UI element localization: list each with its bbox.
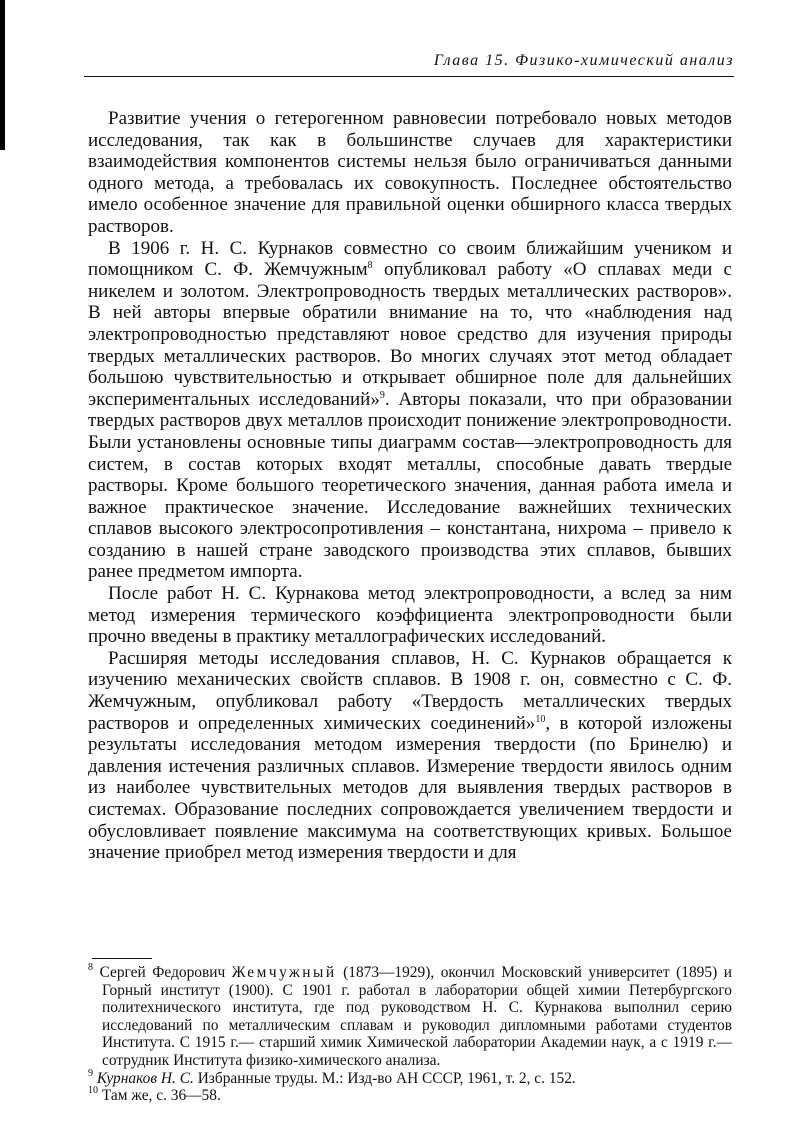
paragraph-1: Развитие учения о гетерогенном равновесии потребовало новых методов исследования, так как в большинстве случаев для характеристики взаимодействия компонентов системы нельзя было ограничиваться данными одного метода, а требовалась их совокупность. Последнее обстоятельство имело особенное значение для правильной оценки обширного класса твердых растворов. bbox=[88, 108, 732, 237]
footnote-10-mark: 10 bbox=[88, 1085, 98, 1097]
paragraph-3: После работ Н. С. Курнакова метод электропроводности, а вслед за ним метод измерения термического коэффициента электропроводности были прочно введены в практику металлографических исследований. bbox=[88, 583, 732, 648]
footnote-8-name: Жемчужный bbox=[231, 964, 337, 981]
footnote-9-author: Курнаков Н. С. bbox=[96, 1069, 194, 1087]
footnote-rule bbox=[92, 958, 152, 959]
main-text bbox=[88, 108, 732, 864]
footnote-8-lead: Сергей Федорович bbox=[99, 964, 232, 981]
paragraph-2-part-a: В 1906 г. Н. С. Курнаков совместно со своим ближайшим учеником и помощником С. Ф. Жемчужным bbox=[88, 237, 732, 281]
page-edge-mark bbox=[0, 0, 5, 150]
footnote-9 bbox=[88, 1067, 732, 1088]
footnote-ref-10[interactable]: 10 bbox=[535, 713, 546, 725]
footnote-9-text: Избранные труды. М.: Изд-во АН СССР, 1961, т. 2, с. 152. bbox=[193, 1069, 576, 1087]
header-rule bbox=[84, 76, 734, 77]
footnote-9-mark: 9 bbox=[88, 1067, 93, 1079]
paragraph-4-part-b: , в которой изложены результаты исследования методом измерения твердости (по Бринелю) и давления истечения различных сплавов. Измерение твердости явилось одним из наиболее чувствительных методов для выявления твердых растворов в системах. Образование последних сопровождается увеличением твердости и обусловливает появление максимума на соответствующих кривых. Большое значение приобрел метод измерения твердости и для bbox=[88, 712, 733, 864]
footnote-ref-8[interactable]: 8 bbox=[367, 260, 373, 272]
paragraph-2-part-c: . Авторы показали, что при образовании твердых растворов двух металлов происходит понижение электропроводности. Были установлены основные типы диаграмм состав—электропроводность для систем, в состав которых входят металлы, способные давать твердые растворы. Кроме большого теоретического значения, данная работа имела и важное практическое значение. Исследование важнейших технических сплавов высокого электросопротивления – константана, нихрома – привело к созданию в нашей стране заводского производства этих сплавов, бывших ранее предметом импорта. bbox=[88, 388, 732, 583]
footnote-10 bbox=[88, 1087, 732, 1105]
paragraph-2-part-b: опубликовал работу «О сплавах меди с никелем и золотом. Электропроводность твердых металлических растворов». В ней авторы впервые обратили внимание на то, что «наблюдения над электропроводностью представляют новое средство для изучения природы твердых металлических растворов. Во многих случаях этот метод обладает большою чувствительностью и открывает обширное поле для дальнейших экспериментальных исследований» bbox=[88, 259, 732, 410]
footnote-8-text: (1873—1929), окончил Московский университет (1895) и Горный институт (1900). С 1901 г. работал в лаборатории общей химии Петербургского политехнического института, где под руководством Н. С. Курнакова выполнил серию исследований по металлическим сплавам и руководил дипломными работами студентов Института. С 1915 г.— старший химик Химической лаборатории Академии наук, а с 1919 г.— сотрудник Института физико-химического анализа. bbox=[102, 964, 732, 1069]
footnote-8 bbox=[88, 964, 732, 1070]
paragraph-2 bbox=[88, 238, 732, 584]
paragraph-4 bbox=[88, 648, 732, 864]
running-header: Глава 15. Физико-химический анализ bbox=[433, 52, 734, 69]
footnote-ref-9[interactable]: 9 bbox=[379, 389, 385, 401]
footnotes bbox=[88, 964, 732, 1105]
footnote-10-text: Там же, с. 36—58. bbox=[101, 1087, 221, 1105]
footnote-8-mark: 8 bbox=[88, 962, 93, 973]
paragraph-4-part-a: Расширяя методы исследования сплавов, Н. С. Курнаков обращается к изучению механических свойств сплавов. В 1908 г. он, совместно с С. Ф. Жемчужным, опубликовал работу «Твердость металлических твердых растворов и определенных химических соединений» bbox=[88, 647, 732, 734]
